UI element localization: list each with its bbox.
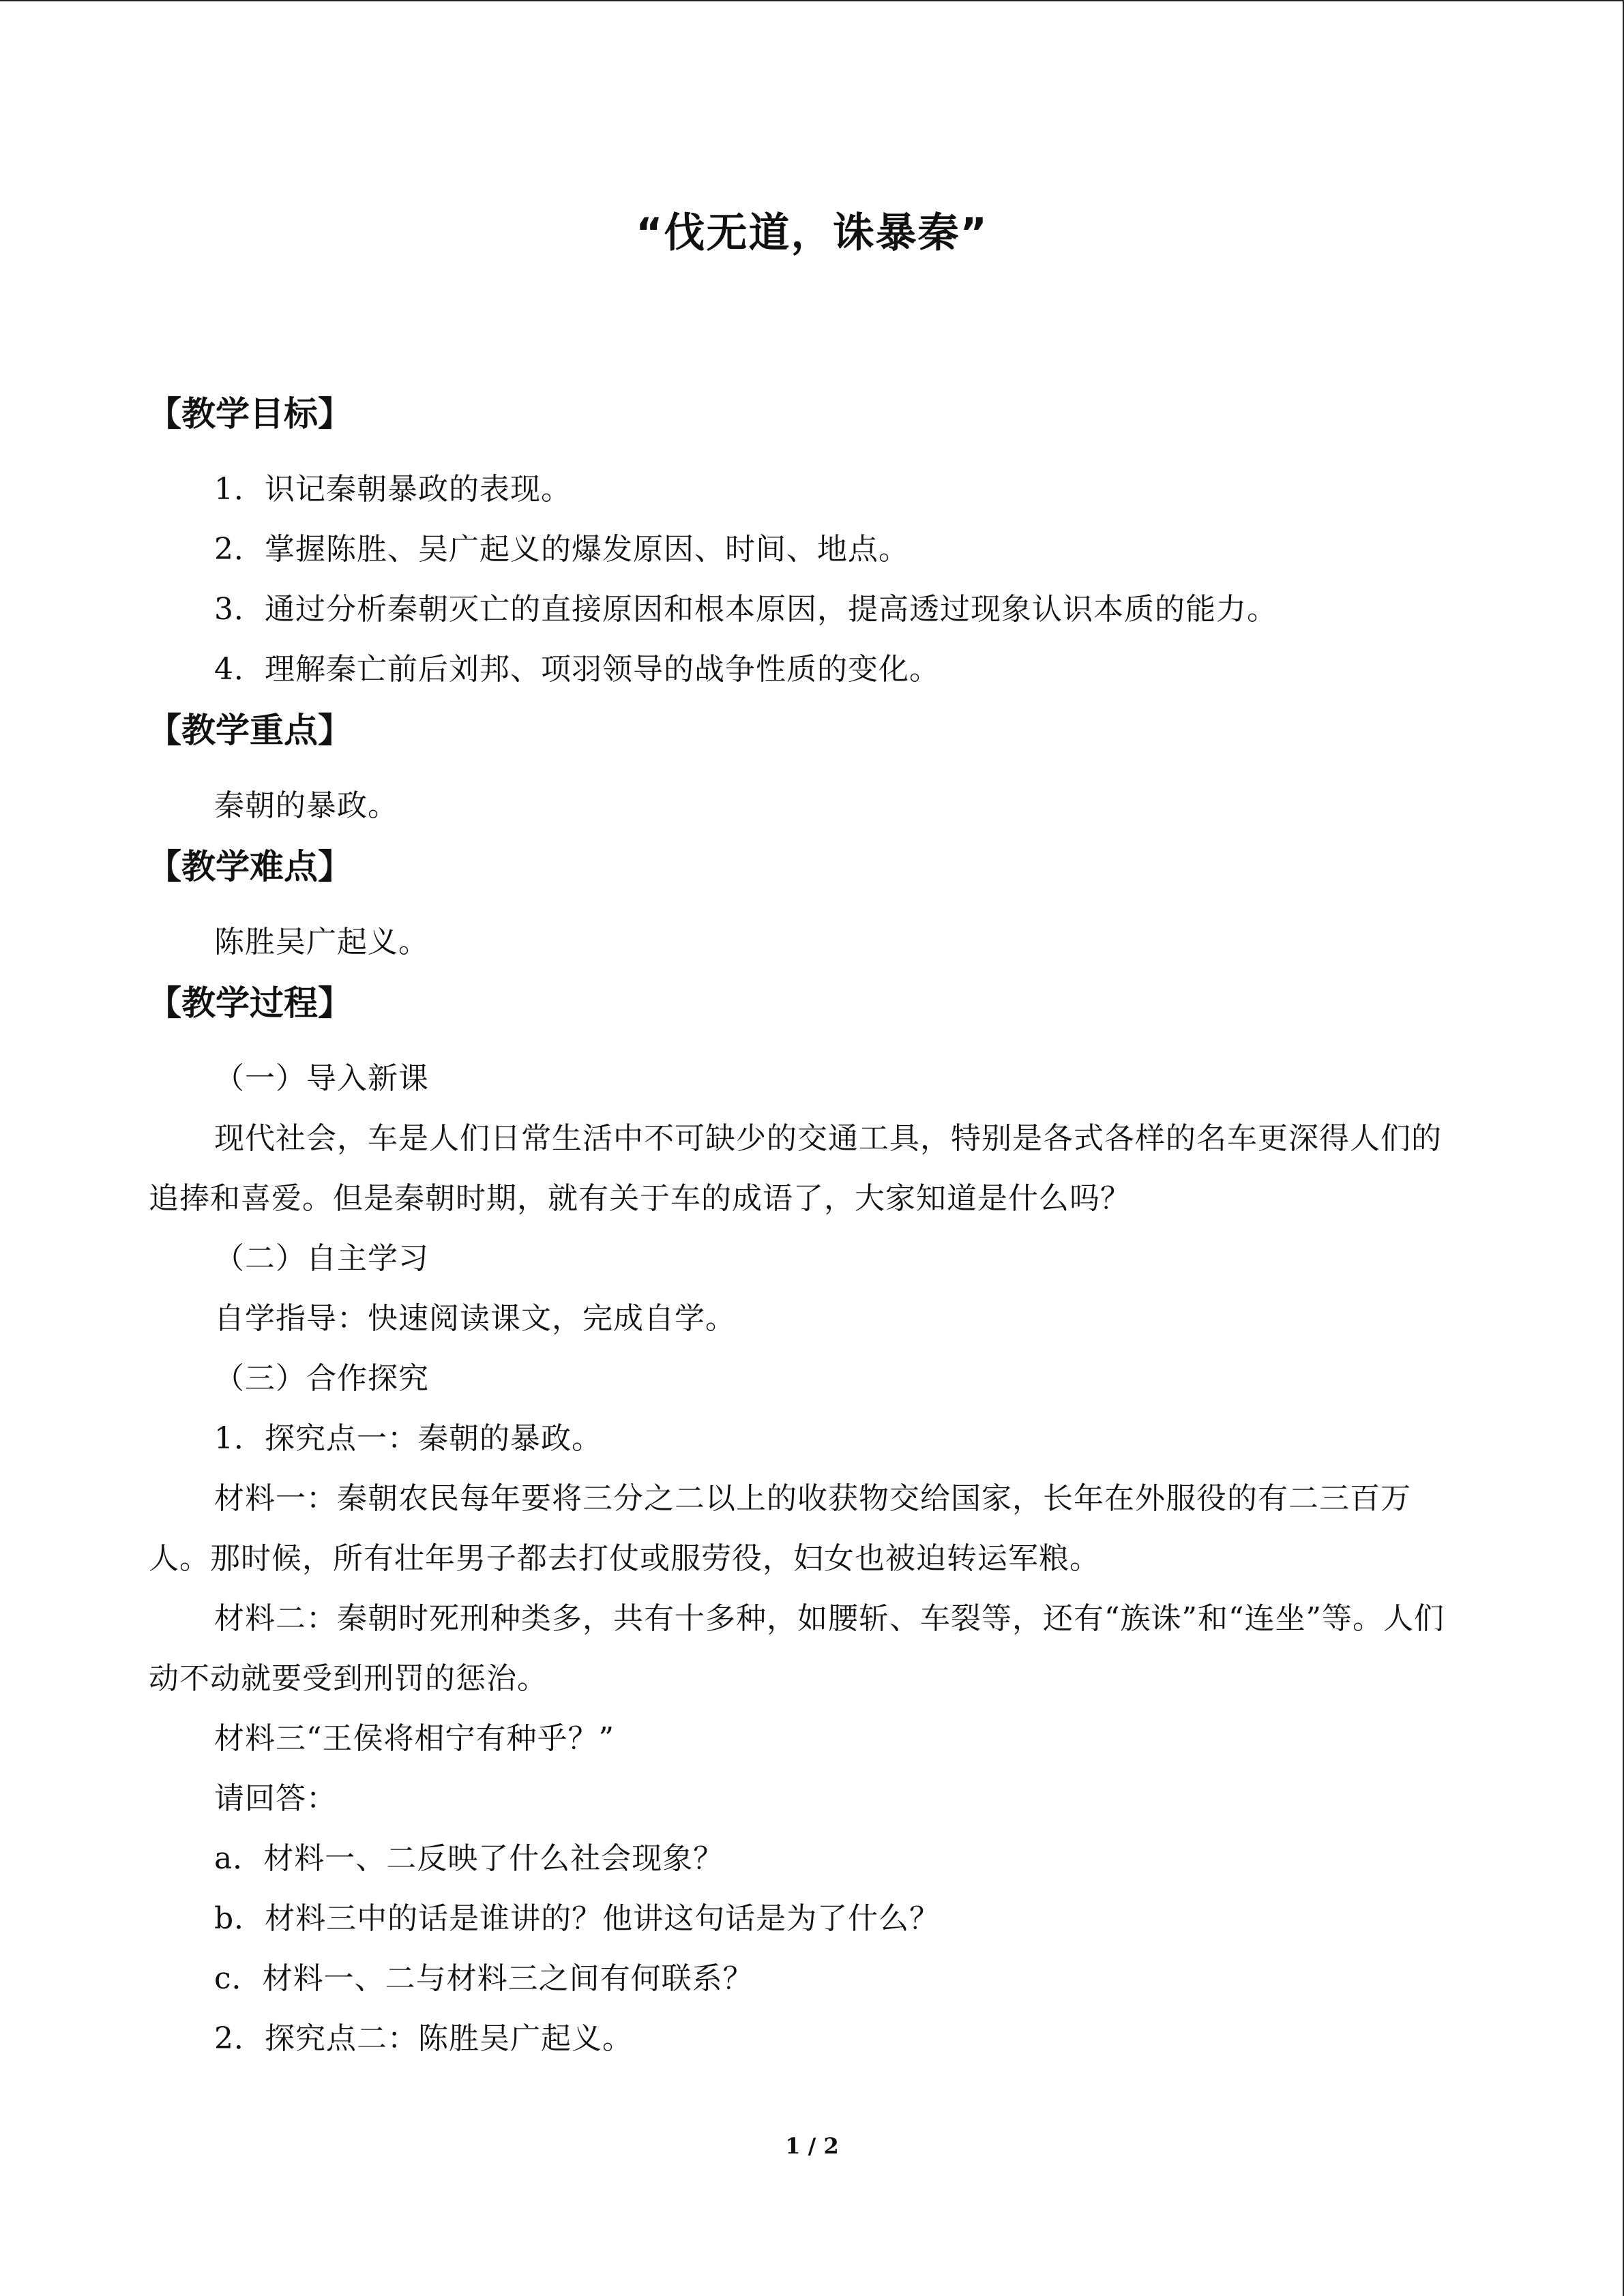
process-paragraph: （三）合作探究	[214, 1361, 429, 1396]
process-paragraph: （一）导入新课	[214, 1061, 429, 1096]
section-heading-difficulties: 【教学难点】	[147, 847, 352, 886]
process-paragraph: 请回答：	[214, 1781, 337, 1816]
page-number: 1 / 2	[785, 2133, 839, 2159]
section-heading-objectives: 【教学目标】	[147, 394, 352, 434]
process-paragraph: 现代社会，车是人们日常生活中不可缺少的交通工具，特别是各式各样的名车更深得人们的追捧和喜爱。但是秦朝时期，就有关于车的成语了，大家知道是什么吗？	[149, 1121, 1442, 1216]
process-paragraph: 材料一：秦朝农民每年要将三分之二以上的收获物交给国家，长年在外服役的有二三百万人。那时候，所有壮年男子都去打仗或服劳役，妇女也被迫转运军粮。	[149, 1481, 1411, 1576]
process-paragraph: 材料三“王侯将相宁有种乎？”	[214, 1721, 615, 1756]
section-heading-key-points: 【教学重点】	[147, 711, 352, 750]
process-paragraph: c．材料一、二与材料三之间有何联系？	[214, 1961, 754, 1996]
process-paragraph: a．材料一、二反映了什么社会现象？	[214, 1841, 724, 1876]
process-paragraph: 材料二：秦朝时死刑种类多，共有十多种，如腰斩、车裂等，还有“族诛”和“连坐”等。人们动不动就要受到刑罚的惩治。	[149, 1601, 1445, 1696]
process-paragraph: 自学指导：快速阅读课文，完成自学。	[214, 1301, 736, 1336]
process-paragraph: b．材料三中的话是谁讲的？他讲这句话是为了什么？	[214, 1901, 941, 1936]
process-paragraph: 2．探究点二：陈胜吴广起义。	[214, 2021, 633, 2056]
objective-item: 4．理解秦亡前后刘邦、项羽领导的战争性质的变化。	[214, 652, 940, 687]
document-body	[149, 383, 1458, 2069]
document-title: “伐无道，诛暴秦”	[636, 209, 988, 257]
difficulties-text: 陈胜吴广起义。	[214, 925, 429, 959]
key-points-text: 秦朝的暴政。	[214, 788, 398, 823]
objective-item: 1．识记秦朝暴政的表现。	[214, 472, 572, 507]
process-paragraph: 1．探究点一：秦朝的暴政。	[214, 1421, 602, 1456]
objective-item: 3．通过分析秦朝灭亡的直接原因和根本原因，提高透过现象认识本质的能力。	[214, 592, 1278, 627]
section-heading-process: 【教学过程】	[147, 983, 352, 1023]
objective-item: 2．掌握陈胜、吴广起义的爆发原因、时间、地点。	[214, 532, 909, 567]
process-paragraph: （二）自主学习	[214, 1241, 429, 1276]
